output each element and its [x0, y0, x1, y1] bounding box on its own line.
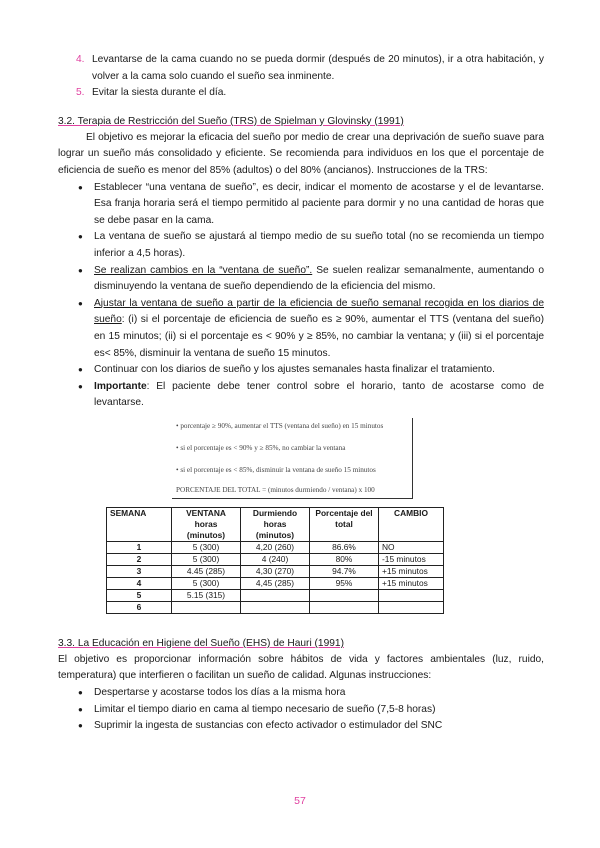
list-item: ● Limitar el tiempo diario en cama al tiempo necesario de sueño (7,5-8 horas) [58, 702, 544, 719]
list-item: ● Establecer “una ventana de sueño”, es decir, indicar el momento de acostarse y el de levantarse. Esa franja horaria será el tiempo permitido al paciente para dormir y no una cantidad de horas que se debe pasar en la cama. [58, 180, 544, 230]
table-cell: 5 (300) [172, 553, 241, 565]
numbered-list [58, 52, 544, 102]
page-content [58, 52, 544, 735]
column-header: Durmiendo horas (minutos) [241, 507, 310, 541]
table-cell: +15 minutos [379, 577, 444, 589]
table-cell [379, 589, 444, 601]
formula-image [172, 418, 413, 499]
list-item [58, 52, 544, 85]
table-cell: 95% [310, 577, 379, 589]
list-item: ● Despertarse y acostarse todos los días a la misma hora [58, 685, 544, 702]
table-cell: 5 [107, 589, 172, 601]
section-heading-trs: 3.2. Terapia de Restricción del Sueño (TRS) de Spielman y Glovinsky (1991) [58, 115, 404, 127]
list-item: ● Ajustar la ventana de sueño a partir de la eficiencia de sueño semanal recogida en los diarios de sueño: (i) si el porcentaje de eficiencia de sueño es ≥ 90%, aumentar el TTS (ventana del sueño) en 15 minutos; (ii) si el porcentaje es < 90% y ≥ 85%, no cambiar la ventana; y (iii) si el porcentaje es< 85%, disminuir la ventana de sueño 15 minutos. [58, 296, 544, 362]
table-cell [241, 589, 310, 601]
list-text: Levantarse de la cama cuando no se pueda dormir (después de 20 minutos), ir a otra habitación, y volver a la cama solo cuando el sueño sea inminente. [92, 54, 544, 82]
table-cell: 6 [107, 601, 172, 613]
table-cell: 86.6% [310, 541, 379, 553]
list-number: 5. [76, 87, 85, 99]
formula-line: • si el porcentaje es < 85%, disminuir la ventana de sueño 15 minutos [176, 465, 376, 474]
ehs-bullet-list [58, 685, 544, 735]
table-cell: 4,45 (285) [241, 577, 310, 589]
table-row [107, 577, 444, 589]
page-number: 57 [294, 795, 306, 807]
list-item: ● Importante: El paciente debe tener control sobre el horario, tanto de acostarse como de levantarse. [58, 379, 544, 412]
table-cell: 4,30 (270) [241, 565, 310, 577]
table-cell [310, 601, 379, 613]
table-cell [379, 601, 444, 613]
table-row [107, 565, 444, 577]
formula-line: • porcentaje ≥ 90%, aumentar el TTS (ventana del sueño) en 15 minutos [176, 421, 384, 430]
table-cell [172, 601, 241, 613]
table-cell: 3 [107, 565, 172, 577]
table-row [107, 541, 444, 553]
table-cell: 4,20 (260) [241, 541, 310, 553]
table-cell: 4 [107, 577, 172, 589]
section-intro-trs: El objetivo es mejorar la eficacia del sueño por medio de crear una deprivación de sueño suave para lograr un sueño más consolidado y eficiente. Se recomienda para individuos en los que el porcentaje de eficiencia de sueño es menor del 85% (adultos) o del 80% (ancianos). Instrucciones de la TRS: [58, 131, 544, 176]
table-cell [241, 601, 310, 613]
formula-line: PORCENTAJE DEL TOTAL = (minutos durmiendo / ventana) x 100 [176, 485, 375, 494]
column-header: SEMANA [107, 507, 172, 541]
table-cell [310, 589, 379, 601]
table-cell: 5 (300) [172, 577, 241, 589]
list-item [58, 85, 544, 102]
table-cell: NO [379, 541, 444, 553]
list-item: ● Se realizan cambios en la “ventana de sueño”. Se suelen realizar semanalmente, aumentando o disminuyendo la ventana de sueño dependiendo de la eficiencia del mismo. [58, 263, 544, 296]
table-header-row [107, 507, 444, 541]
sleep-window-table [106, 507, 444, 614]
list-item: ● La ventana de sueño se ajustará al tiempo medio de su sueño total (no se recomienda un tiempo inferior a 4,5 horas). [58, 229, 544, 262]
table-row [107, 601, 444, 613]
table-cell: 5 (300) [172, 541, 241, 553]
list-item: ● Continuar con los diarios de sueño y los ajustes semanales hasta finalizar el tratamiento. [58, 362, 544, 379]
table-row [107, 589, 444, 601]
list-text: Evitar la siesta durante el día. [92, 87, 227, 99]
section-intro-ehs: El objetivo es proporcionar información sobre hábitos de vida y factores ambientales (luz, ruido, temperatura) que interfieren o facilitan un sueño de calidad. Algunas instrucciones: [58, 653, 544, 682]
section-heading-ehs: 3.3. La Educación en Higiene del Sueño (EHS) de Hauri (1991) [58, 637, 344, 649]
column-header: VENTANA horas (minutos) [172, 507, 241, 541]
table-cell: -15 minutos [379, 553, 444, 565]
table-cell: 4 (240) [241, 553, 310, 565]
list-number: 4. [76, 54, 85, 65]
formula-line: • si el porcentaje es < 90% y ≥ 85%, no cambiar la ventana [176, 443, 346, 452]
table-body [107, 541, 444, 613]
table-cell: 94.7% [310, 565, 379, 577]
table-cell: 4.45 (285) [172, 565, 241, 577]
underlined-text: Ajustar la ventana de sueño a partir de la eficiencia de sueño semanal recogida en los diarios de sueño [94, 297, 544, 326]
table-cell: 1 [107, 541, 172, 553]
table-row [107, 553, 444, 565]
column-header: CAMBIO [379, 507, 444, 541]
table-cell: +15 minutos [379, 565, 444, 577]
table-cell: 2 [107, 553, 172, 565]
list-item: ● Suprimir la ingesta de sustancias con efecto activador o estimulador del SNC [58, 718, 544, 735]
underlined-text: Se realizan cambios en la “ventana de sueño”. [94, 264, 313, 276]
column-header: Porcentaje del total [310, 507, 379, 541]
table-cell: 5.15 (315) [172, 589, 241, 601]
bold-label: Importante [94, 380, 147, 392]
trs-bullet-list [58, 180, 544, 412]
table-cell: 80% [310, 553, 379, 565]
